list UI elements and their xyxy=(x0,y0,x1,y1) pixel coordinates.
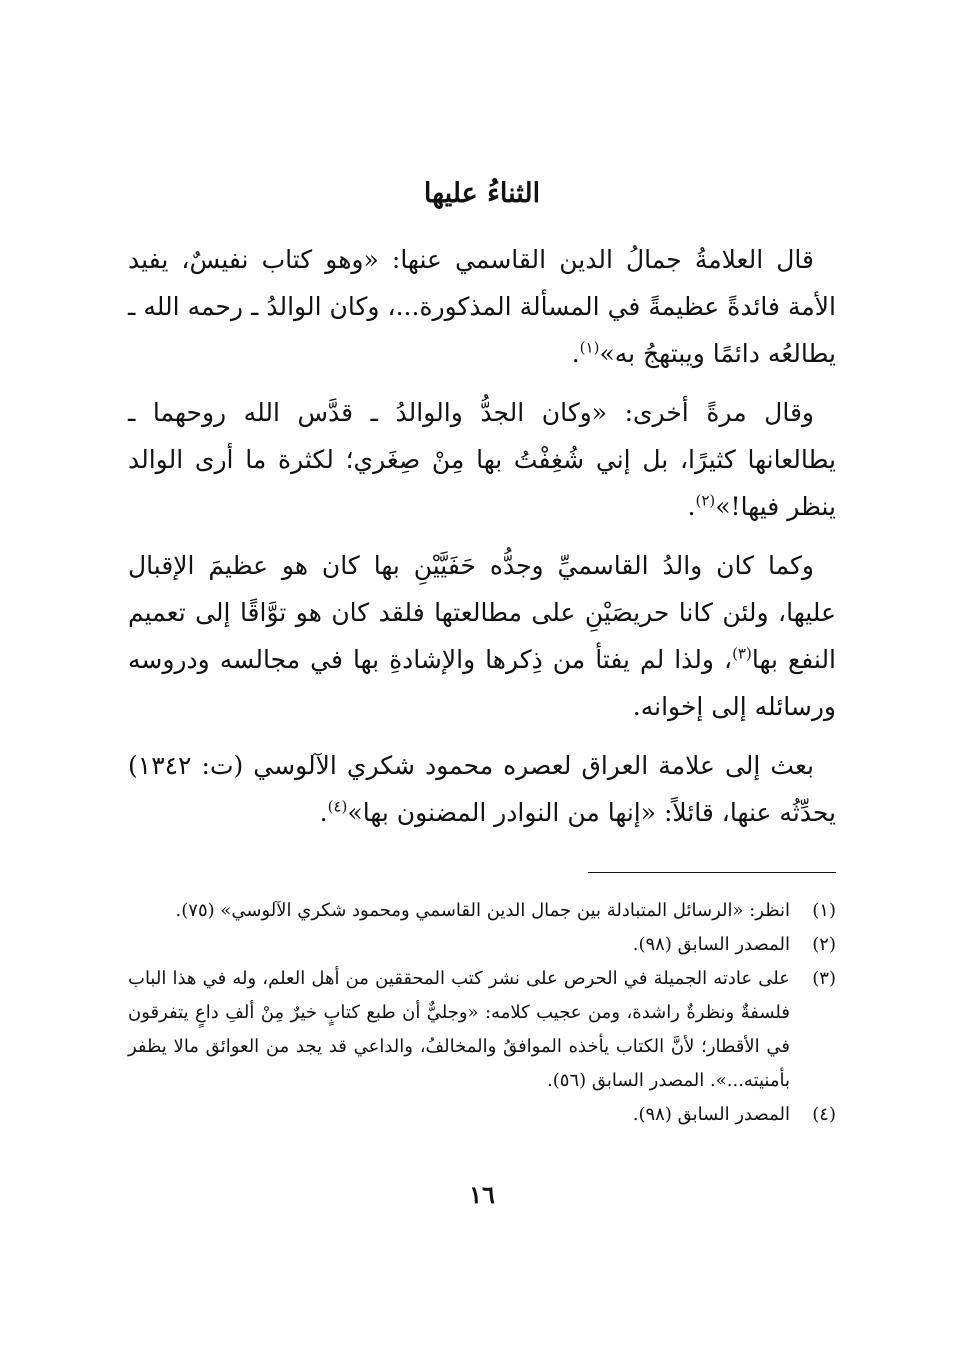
footnote-2 xyxy=(128,928,836,962)
footnote-ref-1[interactable]: (١) xyxy=(579,338,600,357)
paragraph-1-tail: . xyxy=(571,339,580,368)
paragraph-3 xyxy=(128,542,836,730)
footnote-text: انظر: «الرسائل المتبادلة بين جمال الدين القاسمي ومحمود شكري الآلوسي» (٧٥). xyxy=(175,900,790,921)
footnote-4 xyxy=(128,1098,836,1132)
footnotes xyxy=(128,894,836,1132)
footnote-text: على عادته الجميلة في الحرص على نشر كتب المحققين من أهل العلم، وله في هذا الباب فلسفةٌ ونظرةٌ راشدة، ومن عجيب كلامه: «وجليٌّ أن طبع كتابٍ خيرٌ مِنْ ألفِ داعٍ يتفرقون في الأقطار؛ لأنَّ الكتاب يأخذه الموافقُ والمخالفُ، والداعي قد يجد من العوائق مالا يظفر بأمنيته...». المصدر السابق (٥٦). xyxy=(128,968,790,1091)
footnote-ref-2[interactable]: (٢) xyxy=(695,491,716,510)
footnote-number: (١) xyxy=(812,900,836,921)
footnote-separator xyxy=(588,872,836,873)
paragraph-2-text: وقال مرةً أخرى: «وكان الجدُّ والوالدُ ـ قدَّس الله روحهما ـ يطالعانها كثيرًا، بل إني شُغِفْتُ بها مِنْ صِغَري؛ لكثرة ما أرى الوالد ينظر فيها!» xyxy=(128,398,836,521)
footnote-number: (٤) xyxy=(812,1104,836,1125)
footnote-ref-4[interactable]: (٤) xyxy=(327,797,348,816)
section-heading: الثناءُ عليها xyxy=(423,178,541,209)
paragraph-4-text: بعث إلى علامة العراق لعصره محمود شكري الآلوسي (ت: ١٣٤٢) يحدِّثُه عنها، قائلاً: «إنها من النوادر المضنون بها» xyxy=(128,751,836,827)
main-text xyxy=(128,236,836,848)
footnote-ref-3[interactable]: (٣) xyxy=(732,644,752,663)
paragraph-3-tail: ، ولذا لم يفتأ من ذِكرها والإشادةِ بها في مجالسه ودروسه ورسائله إلى إخوانه. xyxy=(128,645,836,721)
book-page xyxy=(128,0,836,1360)
footnote-number: (٣) xyxy=(812,968,836,989)
paragraph-3-text: وكما كان والدُ القاسميِّ وجدُّه حَفَيَّيْنِ بها كان هو عظيمَ الإقبال عليها، ولئن كانا حريصَيْنِ على مطالعتها فلقد كان هو توَّاقًا إلى تعميم النفع بها xyxy=(128,551,837,674)
paragraph-2-tail: . xyxy=(687,492,696,521)
footnote-number: (٢) xyxy=(812,934,836,955)
footnote-text: المصدر السابق (٩٨). xyxy=(632,1104,790,1125)
paragraph-4-tail: . xyxy=(319,798,328,827)
footnote-3 xyxy=(128,962,836,1098)
paragraph-1 xyxy=(128,236,836,377)
page-number: ١٦ xyxy=(469,1180,495,1209)
footnote-1 xyxy=(128,894,836,928)
paragraph-1-text: قال العلامةُ جمالُ الدين القاسمي عنها: «وهو كتاب نفيسٌ، يفيد الأمة فائدةً عظيمةً في المسألة المذكورة...، وكان الوالدُ ـ رحمه الله ـ يطالعُه دائمًا ويبتهجُ به» xyxy=(128,245,836,368)
footnote-text: المصدر السابق (٩٨). xyxy=(632,934,790,955)
paragraph-2 xyxy=(128,389,836,530)
paragraph-4 xyxy=(128,742,836,836)
